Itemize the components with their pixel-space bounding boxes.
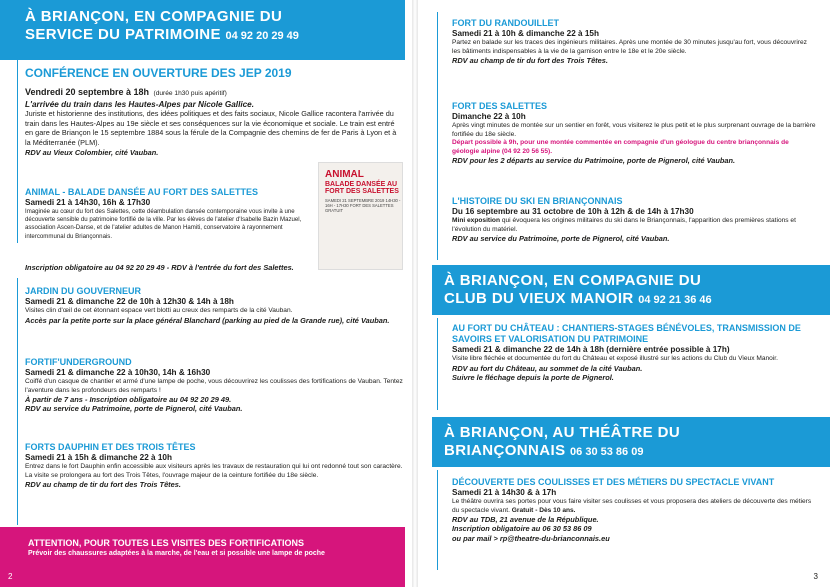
coulisses-rdv2: Inscription obligatoire au 06 30 53 86 09 [452,524,592,534]
banner-line2: SERVICE DU PATRIMOINE [25,26,221,43]
conference-text: Juriste et historienne des institutions, des idées politiques et des faits sociaux, Nicole Gallice racontera l'arrivée du train dans les Hautes-Alpes au 19e siècle et ses conséquences sur la vie économique et sociale. Le train est entré en gare de Briançon le 15 septembre 1884 sous la férule de la Compagnie des chemins de fer de Paris à Lyon et à la Méditerranée (PLM). [25,109,397,147]
coulisses-text: Le théâtre ouvrira ses portes pour vous faire visiter ses coulisses et vous proposera des ateliers de découverte des métiers du spectacle vivant. [452,498,812,514]
coulisses-rdv1: RDV au TDB, 21 avenue de la République. [452,515,599,525]
section-rule [437,12,438,260]
fortif-title: FORTIF'UNDERGROUND [25,357,132,367]
randouillet-date: Samedi 21 à 10h & dimanche 22 à 15h [452,29,599,38]
conference-section [25,66,405,157]
salettes-date: Dimanche 22 à 10h [452,112,526,121]
dauphin-date: Samedi 21 à 15h & dimanche 22 à 10h [25,453,172,462]
conference-date: Vendredi 20 septembre à 18h [25,87,150,97]
theatre-banner [432,417,830,467]
salettes-title: FORT DES SALETTES [452,101,548,111]
salettes-rdv: RDV pour les 2 départs au service du Patrimoine, porte de Pignerol, cité Vauban. [452,156,736,166]
fortifications-alert [0,527,405,587]
club-banner-phone: 04 92 21 36 46 [638,294,712,306]
dauphin-rdv: RDV au champ de tir du fort des Trois Têtes. [25,480,181,490]
banner-line1: À BRIANÇON, EN COMPAGNIE DU [25,8,283,25]
club-banner [432,265,830,315]
poster-info: SAMEDI 21 SEPTEMBRE 2019 14H30 - 16H - 17H30 FORT DES SALETTES GRATUIT [325,198,401,213]
chateau-text: Visite libre fléchée et documentée du fort du Château et exposé illustré sur les actions du Club du Vieux Manoir. [452,355,778,362]
salettes-text: Après vingt minutes de montée sur un sentier en forêt, vous visiterez le plus petit et le plus surprenant ouvrage de la barrière fortifiée du 18e siècle. [452,122,816,138]
coulisses-rdv3: ou par mail > rp@theatre-du-brianconnais.eu [452,533,610,543]
ski-text: qui évoquera les origines militaires du ski dans le Briançonnais, l'apparition des premières stations et l'évolution du matériel. [452,217,796,233]
club-banner-line1: À BRIANÇON, EN COMPAGNIE DU [444,272,702,289]
alert-title: ATTENTION, POUR TOUTES LES VISITES DES FORTIFICATIONS [28,538,305,548]
section-rule [437,318,438,410]
chateau-rdv2: Suivre le fléchage depuis la porte de Pignerol. [452,372,614,382]
banner-phone: 04 92 20 29 49 [225,30,299,42]
club-banner-line2: CLUB DU VIEUX MANOIR [444,290,634,307]
chateau-rdv1: RDV au fort du Château, au sommet de la cité Vauban. [452,363,643,373]
chateau-date: Samedi 21 & dimanche 22 de 14h à 18h (dernière entrée possible à 17h) [452,345,730,354]
poster-subtitle: BALADE DANSÉE AU FORT DES SALETTES [325,181,399,195]
chateau-title: AU FORT DU CHÂTEAU : CHANTIERS-STAGES BÉNÉVOLES, TRANSMISSION DE SAVOIRS ET VALORISATION DU PATRIMOINE [452,323,801,344]
coulisses-title: DÉCOUVERTE DES COULISSES ET DES MÉTIERS DU SPECTACLE VIVANT [452,477,775,487]
patrimoine-banner [0,0,405,60]
ski-rdv: RDV au service du Patrimoine, porte de Pignerol, cité Vauban. [452,234,670,244]
fortif-rdv1: À partir de 7 ans - Inscription obligatoire au 04 92 20 29 49. [25,395,232,405]
ski-date: Du 16 septembre au 31 octobre de 10h à 12h & de 14h à 17h30 [452,207,694,216]
chateau-section [452,323,817,382]
animal-text: Imaginée au cœur du fort des Salettes, cette déambulation dansée contemporaine vous invite à une découverte sensible du patrimoine fortifié de la ville. Par les élèves de l'atelier d'Isabelle Bazin Mazuel, association Ascen-Danse, et de l'atelier adultes de Manon Hamiti, conservatoire à rayonnement intercommunal du Briançonnais. [25,208,302,240]
theatre-banner-line1: À BRIANÇON, AU THÉÂTRE DU [444,424,681,441]
ski-title: L'HISTOIRE DU SKI EN BRIANÇONNAIS [452,196,623,206]
conference-date-note: (durée 1h30 puis apéritif) [153,90,227,97]
animal-rdv: Inscription obligatoire au 04 92 20 29 49 - RDV à l'entrée du fort des Salettes. [25,263,294,272]
conference-subtitle: L'arrivée du train dans les Hautes-Alpes par Nicole Gallice. [25,100,255,109]
randouillet-title: FORT DU RANDOUILLET [452,18,559,28]
ski-lead: Mini exposition [452,217,500,224]
randouillet-text: Partez en balade sur les traces des ingénieurs militaires. Après une montée de 30 minutes jusqu'au fort, vous découvrirez les bâtiments indispensables à la vie de la garnison entre le 18e et le 20e siècle. [452,39,807,55]
conference-title: CONFÉRENCE EN OUVERTURE DES JEP 2019 [25,66,292,80]
jardin-title: JARDIN DU GOUVERNEUR [25,286,142,296]
page-number-left: 2 [8,572,13,581]
coulisses-date: Samedi 21 à 14h30 & à 17h [452,488,557,497]
randouillet-section [452,18,817,65]
salettes-section [452,101,817,166]
alert-text: Prévoir des chaussures adaptées à la marche, de l'eau et si possible une lampe de poche [28,550,325,557]
fortif-rdv2: RDV au service du Patrimoine, porte de Pignerol, cité Vauban. [25,404,243,414]
jardin-text: Visites clin d'œil de cet étonnant espace vert blotti au creux des remparts de la cité Vauban. [25,307,293,314]
randouillet-rdv: RDV au champ de tir du fort des Trois Têtes. [452,56,608,66]
jardin-rdv: Accès par la petite porte sur la place général Blanchard (parking au pied de la Grande rue), cité Vauban. [25,315,390,325]
fortif-text: Coiffé d'un casque de chantier et armé d'une lampe de poche, vous découvrirez les coulisses des fortifications de Vauban. Tentez l'aventure dans les profondeurs des remparts ! [25,378,403,394]
dauphin-text: Entrez dans le fort Dauphin enfin accessible aux visiteurs après les travaux de restauration qui lui ont redonné tout son caractère. La visite se prolongera au fort des Trois Têtes, l'ouvrage majeur de la ceinture fortifiée du 18e siècle. [25,463,403,479]
section-rule [17,278,18,525]
right-page [415,0,830,587]
jardin-date: Samedi 21 & dimanche 22 de 10h à 12h30 & 14h à 18h [25,297,234,306]
fortif-section [25,357,405,414]
jardin-section [25,286,405,325]
animal-section [25,187,315,241]
salettes-pink: Départ possible à 9h, pour une montée commentée en compagnie d'un géologue du centre briançonnais de géologie alpine (04 92 20 56 55). [452,139,789,155]
animal-poster [318,162,403,270]
coulisses-text-bold: Gratuit - Dès 10 ans. [509,506,576,514]
animal-title: ANIMAL - BALADE DANSÉE AU FORT DES SALETTES [25,187,259,197]
theatre-banner-phone: 06 30 53 86 09 [570,446,644,458]
poster-title: ANIMAL [325,169,364,180]
fortif-date: Samedi 21 & dimanche 22 à 10h30, 14h & 16h30 [25,368,211,377]
coulisses-section [452,477,817,543]
section-rule [17,60,18,243]
dauphin-title: FORTS DAUPHIN ET DES TROIS TÊTES [25,442,196,452]
ski-section [452,196,817,243]
animal-date: Samedi 21 à 14h30, 16h & 17h30 [25,198,151,207]
theatre-banner-line2: BRIANÇONNAIS [444,442,566,459]
section-rule [437,470,438,570]
dauphin-section [25,442,405,489]
conference-rdv: RDV au Vieux Colombier, cité Vauban. [25,147,159,157]
page-number-right: 3 [813,572,818,581]
